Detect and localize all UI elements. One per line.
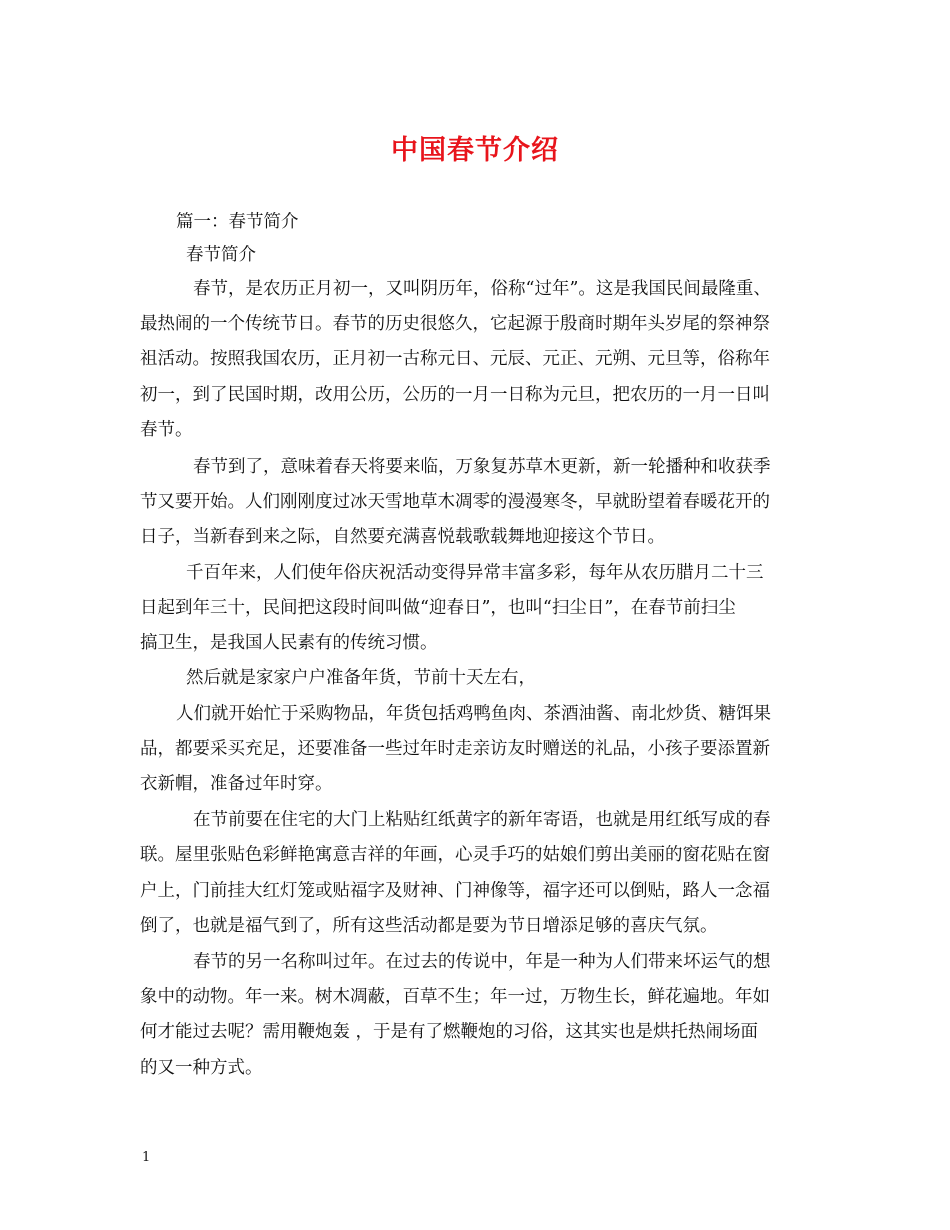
paragraph-line: 户上，门前挂大红灯笼或贴福字及财神、门神像等，福字还可以倒贴，路人一念福 — [140, 881, 770, 901]
paragraph-line: 日起到年三十，民间把这段时间叫做“迎春日”，也叫“扫尘日”，在春节前扫尘 — [140, 598, 736, 618]
paragraph-line: 祖活动。按照我国农历，正月初一古称元日、元辰、元正、元朔、元旦等，俗称年 — [140, 349, 770, 369]
paragraph-line: 倒了，也就是福气到了，所有这些活动都是要为节日增添足够的喜庆气氛。 — [140, 916, 718, 936]
paragraph-line: 春节到了，意味着春天将要来临，万象复苏草木更新，新一轮播种和收获季 — [193, 457, 771, 477]
paragraph-line: 春节，是农历正月初一，又叫阴历年，俗称“过年”。这是我国民间最隆重、 — [193, 279, 771, 299]
paragraph-line: 然后就是家家户户准备年货，节前十天左右， — [186, 668, 536, 688]
paragraph-line: 品，都要采买充足，还要准备一些过年时走亲访友时赠送的礼品，小孩子要添置新 — [140, 739, 770, 759]
paragraph-line: 人们就开始忙于采购物品，年货包括鸡鸭鱼肉、茶酒油酱、南北炒货、糖饵果 — [176, 704, 771, 724]
paragraph-line: 日子，当新春到来之际，自然要充满喜悦载歌载舞地迎接这个节日。 — [140, 527, 665, 547]
paragraph-line: 最热闹的一个传统节日。春节的历史很悠久，它起源于殷商时期年头岁尾的祭神祭 — [140, 314, 770, 334]
paragraph-line: 象中的动物。年一来。树木凋蔽，百草不生；年一过，万物生长，鲜花遍地。年如 — [140, 987, 770, 1007]
page-number: 1 — [142, 1150, 151, 1165]
paragraph-line: 搞卫生，是我国人民素有的传统习惯。 — [140, 633, 438, 653]
paragraph-line: 千百年来，人们使年俗庆祝活动变得异常丰富多彩，每年从农历腊月二十三 — [186, 563, 764, 583]
document-title: 中国春节介绍 — [391, 135, 559, 166]
paragraph-line: 春节。 — [140, 420, 193, 440]
paragraph-line: 节又要开始。人们刚刚度过冰天雪地草木凋零的漫漫寒冬，早就盼望着春暖花开的 — [140, 492, 770, 512]
section-heading: 篇一：春节简介 — [176, 212, 299, 232]
sub-heading: 春节简介 — [186, 245, 256, 265]
paragraph-line: 衣新帽，准备过年时穿。 — [140, 774, 333, 794]
paragraph-line: 初一，到了民国时期，改用公历，公历的一月一日称为元旦，把农历的一月一日叫 — [140, 385, 770, 405]
paragraph-line: 春节的另一名称叫过年。在过去的传说中，年是一种为人们带来坏运气的想 — [193, 952, 771, 972]
paragraph-line: 联。屋里张贴色彩鲜艳寓意吉祥的年画，心灵手巧的姑娘们剪出美丽的窗花贴在窗 — [140, 845, 770, 865]
paragraph-line: 在节前要在住宅的大门上粘贴红纸黄字的新年寄语，也就是用红纸写成的春 — [193, 810, 771, 830]
paragraph-line: 的又一种方式。 — [140, 1058, 263, 1078]
paragraph-line: 何才能过去呢？需用鞭炮轰 ，于是有了燃鞭炮的习俗，这其实也是烘托热闹场面 — [140, 1022, 759, 1042]
